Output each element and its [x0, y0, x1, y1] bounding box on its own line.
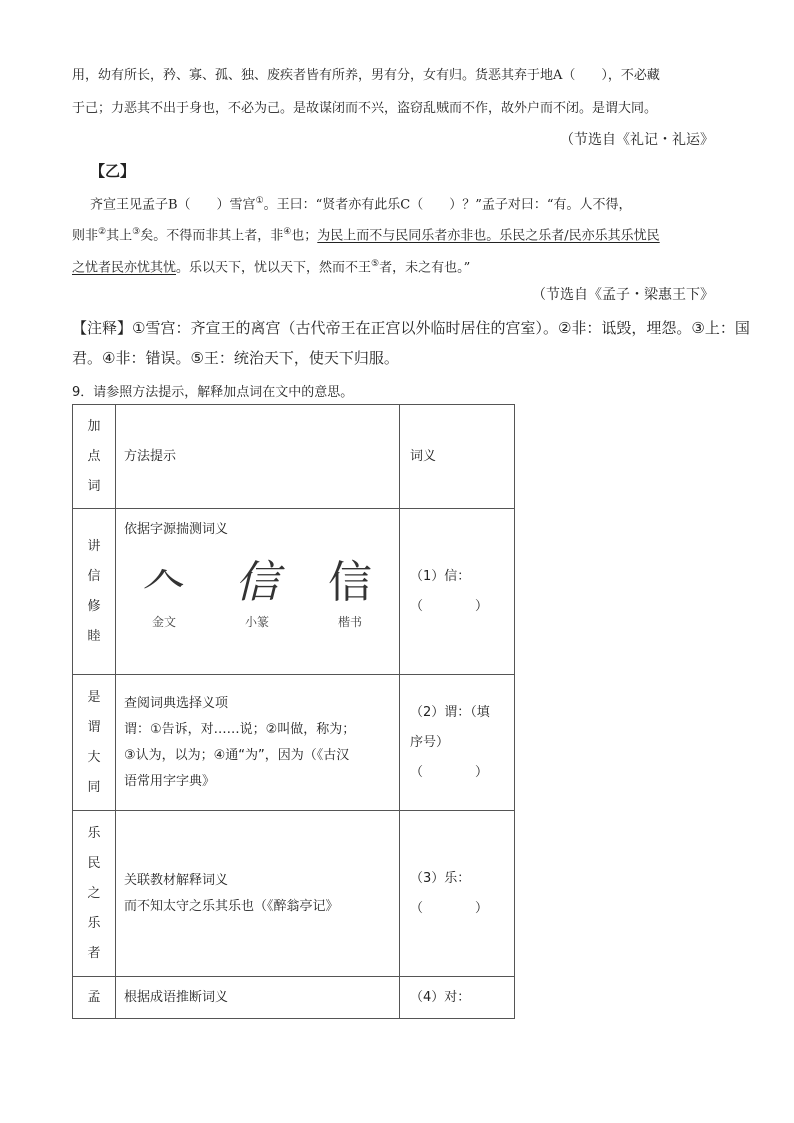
passage-jia-line-2: 于己；力恶其不出于身也，不必为己。是故谋闭而不兴，盗窃乱贼而不作，故外户而不闭。是谓大同。	[72, 101, 658, 116]
char: 之	[87, 885, 101, 901]
glyph-image	[142, 557, 372, 635]
passage-yi-line-2	[72, 222, 660, 246]
method-cell	[116, 811, 400, 977]
meaning-cell	[400, 977, 515, 1019]
glyph-caption: 楷书	[337, 615, 362, 629]
char: 民	[87, 855, 101, 871]
char: 同	[87, 779, 101, 795]
underlined-sentence: 之忧者民亦忧其忧	[72, 260, 177, 276]
text: 。乐以天下，忧以天下，然而不王	[176, 260, 372, 276]
answer-blank[interactable]: （ ）	[410, 598, 489, 614]
char: 大	[87, 749, 101, 765]
header-dotted-word	[73, 405, 116, 509]
footnote-mark: ①	[255, 196, 264, 206]
char: 者	[87, 945, 101, 961]
passage-yi-heading: 【乙】	[90, 162, 136, 180]
char: 乐	[87, 825, 101, 841]
glyph-kaishu	[328, 557, 372, 635]
method-text: 关联教材解释词义	[124, 872, 229, 888]
meaning-cell	[400, 509, 515, 675]
answer-label: （3）乐：	[410, 870, 471, 886]
table-row	[73, 977, 515, 1019]
char: 点	[87, 448, 101, 464]
glyph-char: 信	[235, 557, 279, 608]
header-method: 方法提示	[116, 405, 400, 509]
char: 信	[87, 568, 101, 584]
char: 睦	[87, 628, 101, 644]
text: 齐宣王见孟子B（ ）雪宫	[90, 197, 256, 213]
text: 则非	[72, 228, 99, 244]
footnote-mark: ⑤	[371, 259, 380, 269]
char: 词	[87, 478, 101, 494]
underlined-sentence: 为民上而不与民同乐者亦非也。乐民之乐者/民亦乐其乐忧民	[317, 228, 660, 244]
passage-yi-source: （节选自《孟子・梁惠王下》	[532, 287, 714, 303]
notes-line-1: 【注释】①雪宫：齐宣王的离宫（古代帝王在正宫以外临时居住的宫室）。②非：诋毁，埋怨。③上：国	[72, 319, 750, 337]
char: 谓	[87, 719, 101, 735]
footnote-mark: ③	[132, 227, 141, 237]
method-detail: ③认为，以为；④通“为”，因为（《古汉	[124, 747, 350, 763]
dotted-word-cell	[73, 509, 116, 675]
question-9: 9．请参照方法提示，解释加点词在文中的意思。	[72, 385, 354, 400]
glyph-caption: 金文	[151, 615, 176, 629]
text: 矣。不得而非其上者，非	[140, 228, 284, 244]
text: 也；	[291, 228, 318, 244]
method-cell	[116, 509, 400, 675]
answer-blank[interactable]: （ ）	[410, 764, 489, 780]
notes-line-2: 君。④非：错误。⑤王：统治天下，使天下归服。	[72, 349, 399, 367]
passage-jia-source: （节选自《礼记・礼运》	[560, 132, 714, 148]
method-text: 查阅词典选择义项	[124, 695, 229, 711]
table-row	[73, 509, 515, 675]
method-text: 依据字源揣测词义	[124, 522, 229, 537]
glyph-caption: 小篆	[244, 615, 269, 629]
text: 其上	[106, 228, 133, 244]
char: 乐	[87, 915, 101, 931]
glyph-jinwen	[142, 557, 186, 635]
table-header-row	[73, 405, 515, 509]
method-detail: 而不知太守之乐其乐也（《醉翁亭记》	[124, 898, 339, 914]
header-meaning: 词义	[400, 405, 515, 509]
text: 。王曰：“贤者亦有此乐C（ ）？”孟子对曰：“有。人不得，	[263, 197, 632, 213]
char: 孟	[87, 989, 101, 1005]
table-row	[73, 675, 515, 811]
method-detail: 谓：①告诉，对……说；②叫做，称为；	[124, 721, 356, 737]
char: 是	[87, 689, 101, 705]
table-row	[73, 811, 515, 977]
dotted-word-cell	[73, 977, 116, 1019]
text: 者，未之有也。”	[379, 260, 471, 276]
method-cell	[116, 675, 400, 811]
method-text: 根据成语推断词义	[124, 989, 229, 1005]
passage-yi-line-3	[72, 254, 470, 278]
footnote-mark: ②	[98, 227, 107, 237]
meaning-cell	[400, 675, 515, 811]
answer-label: （1）信：	[410, 568, 471, 584]
passage-yi-line-1	[90, 191, 632, 215]
glyph-xiaozhuan	[235, 557, 279, 635]
footnote-mark: ④	[283, 227, 292, 237]
answer-label: （4）对：	[410, 989, 471, 1005]
glyph-char: 信	[328, 557, 372, 608]
char: 修	[87, 598, 101, 614]
char: 加	[87, 418, 101, 434]
answer-blank[interactable]: （ ）	[410, 900, 489, 916]
meaning-cell	[400, 811, 515, 977]
answer-table	[72, 404, 515, 1019]
answer-label: 序号）	[410, 734, 450, 750]
passage-jia-line-1: 用，幼有所长，矜、寡、孤、独、废疾者皆有所养，男有分，女有归。货恶其弃于地A（ ），不必藏	[72, 68, 660, 83]
method-detail: 语常用字字典》	[124, 773, 216, 789]
dotted-word-cell	[73, 811, 116, 977]
dotted-word-cell	[73, 675, 116, 811]
method-cell	[116, 977, 400, 1019]
char: 讲	[87, 538, 101, 554]
glyph-char: 𠆢	[142, 557, 186, 608]
answer-label: （2）谓：（填	[410, 704, 490, 720]
